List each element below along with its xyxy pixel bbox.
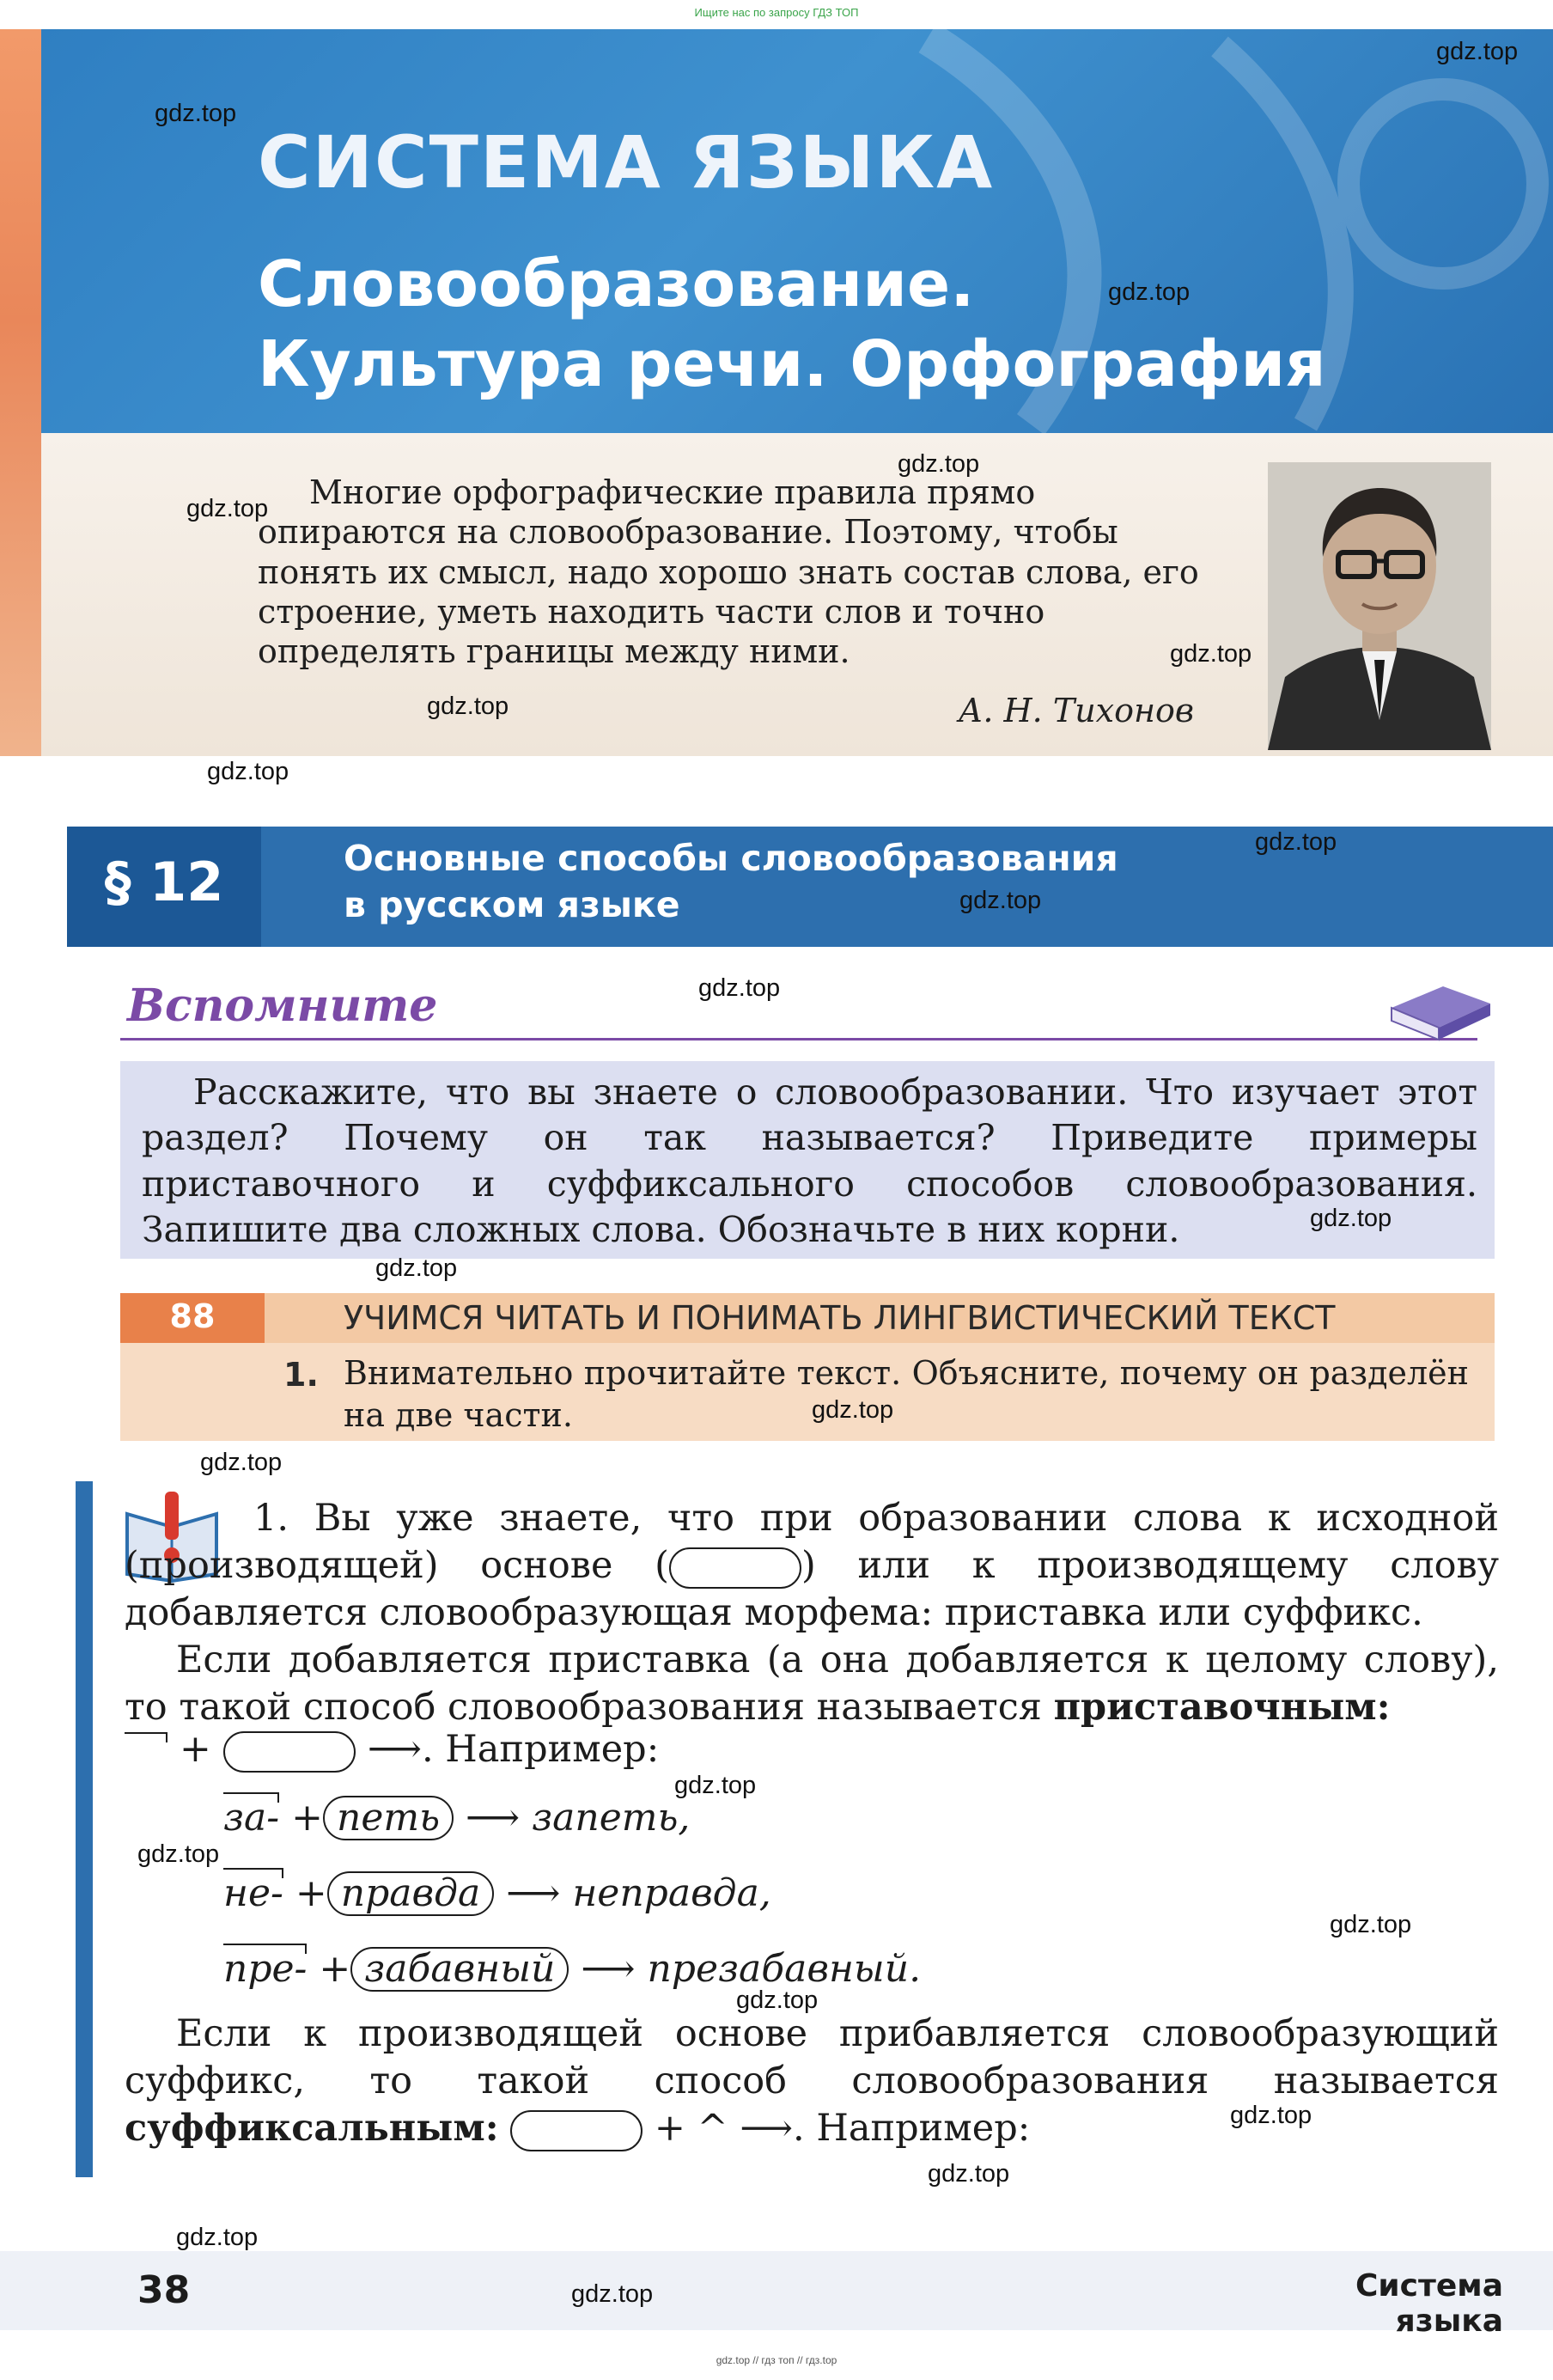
- remember-label: Вспомните: [127, 979, 438, 1032]
- watermark: gdz.top: [375, 1254, 458, 1282]
- chapter-title-line1: Словообразование.: [258, 247, 975, 321]
- example-line: не- + правда ⟶ неправда,: [223, 1871, 771, 1915]
- watermark: gdz.top: [176, 2224, 259, 2251]
- watermark: gdz.top: [571, 2280, 654, 2308]
- paragraph-title-line2: в русском языке: [344, 884, 680, 926]
- watermark: gdz.top: [1230, 2102, 1312, 2129]
- example-line: пре- + забавный ⟶ презабавный.: [223, 1947, 922, 1991]
- suffix-symbol: ^: [697, 2107, 728, 2151]
- epigraph-author: А. Н. Тихонов: [958, 692, 1194, 729]
- watermark: gdz.top: [1255, 828, 1337, 856]
- rule-side-bar: [76, 1481, 93, 2177]
- watermark: gdz.top: [1108, 278, 1191, 306]
- example-line: за- + петь ⟶ запеть,: [223, 1796, 691, 1840]
- watermark: gdz.top: [1310, 1205, 1392, 1232]
- base-oval-symbol: [669, 1547, 801, 1589]
- page-number: 38: [137, 2268, 191, 2312]
- watermark: gdz.top: [812, 1396, 894, 1424]
- rule-p3-term: суффиксальным:: [125, 2107, 499, 2151]
- example-base: забавный: [350, 1947, 569, 1992]
- rule-p2-term: приставочным:: [1053, 1686, 1391, 1730]
- chapter-title-line2: Культура речи. Орфография: [258, 326, 1326, 401]
- watermark: gdz.top: [1330, 1911, 1412, 1938]
- rule-paragraph-3: [125, 2011, 1499, 2152]
- example-result: неправда,: [572, 1871, 771, 1915]
- watermark: gdz.top: [186, 495, 269, 522]
- example-prefix: не-: [223, 1871, 283, 1915]
- watermark: gdz.top: [674, 1772, 757, 1799]
- chapter-title: [258, 245, 1512, 404]
- rule-p2-start: Если добавляется приставка (а она добавляется к целому слову), то такой способ словообразования называется: [125, 1639, 1499, 1730]
- exercise-number: 88: [169, 1297, 216, 1335]
- watermark: gdz.top: [155, 100, 237, 127]
- example-prefix: пре-: [223, 1947, 308, 1991]
- paragraph-number: § 12: [104, 851, 224, 913]
- remember-text: Расскажите, что вы знаете о словообразовании. Что изучает этот раздел? Почему он так называется? Приведите примеры приставочного и суффиксального способов словообразования. Запишите два сложных слова. Обозначьте в них корни.: [142, 1071, 1477, 1250]
- watermark: gdz.top: [137, 1840, 220, 1868]
- exercise-heading: УЧИМСЯ ЧИТАТЬ И ПОНИМАТЬ ЛИНГВИСТИЧЕСКИЙ ТЕКСТ: [344, 1299, 1336, 1337]
- word-oval-symbol: [223, 1731, 356, 1773]
- watermark: gdz.top: [207, 758, 289, 785]
- exercise-task-number: 1.: [283, 1356, 319, 1394]
- bottom-note: gdz.top // гдз топ // гдз.top: [716, 2354, 837, 2366]
- watermark: gdz.top: [898, 450, 980, 478]
- arrow-symbol: ⟶: [740, 2107, 793, 2151]
- paragraph-title-line1: Основные способы словообразования: [344, 838, 1118, 879]
- prefix-formula: [125, 1727, 659, 1773]
- base-oval-symbol: [510, 2110, 643, 2151]
- paragraph-title: [344, 835, 1288, 928]
- rule-p3-start: Если к производящей основе прибавляется словообразующий суффикс, то такой способ словообразования называется: [125, 2012, 1499, 2103]
- footer-title: Система языка: [1355, 2268, 1503, 2339]
- epigraph-text: Многие орфографические правила прямо опираются на словообразование. Поэтому, чтобы понять их смысл, надо хорошо знать состав слова, его строение, уметь находить части слов и точно определять границы между ними.: [258, 473, 1199, 671]
- watermark: gdz.top: [1436, 38, 1519, 65]
- watermark: gdz.top: [698, 974, 781, 1002]
- arrow-symbol: ⟶: [367, 1727, 422, 1771]
- watermark: gdz.top: [427, 693, 509, 720]
- top-note: Ищите нас по запросу ГДЗ ТОП: [694, 6, 859, 19]
- prefix-symbol: [125, 1736, 167, 1761]
- example-prefix: за-: [223, 1796, 280, 1840]
- example-result: презабавный.: [647, 1947, 922, 1991]
- example-base: правда: [327, 1871, 494, 1916]
- plus-sign: +: [654, 2107, 685, 2151]
- remember-underline: [120, 1038, 1477, 1040]
- example-result: запеть,: [532, 1796, 691, 1840]
- watermark: gdz.top: [1170, 640, 1252, 668]
- exercise-task-text: Внимательно прочитайте текст. Объясните, почему он разделён на две части.: [344, 1354, 1469, 1435]
- author-portrait: [1268, 462, 1491, 750]
- watermark: gdz.top: [200, 1449, 283, 1476]
- formula2-tail: . Например:: [792, 2107, 1031, 2151]
- watermark: gdz.top: [928, 2160, 1010, 2188]
- example-base: петь: [323, 1796, 454, 1840]
- rule-p1-end: ) или к производящему слову добавляется словообразующая морфема: приставка или суффикс.: [125, 1544, 1499, 1635]
- rule-p1-start: 1. Вы уже знаете, что при образовании слова к исходной (производящей) основе (: [125, 1497, 1499, 1588]
- rule-paragraph-2: [125, 1637, 1499, 1731]
- formula1-tail: . Например:: [421, 1728, 660, 1771]
- watermark: gdz.top: [959, 887, 1042, 914]
- book-icon: [1383, 961, 1495, 1047]
- watermark: gdz.top: [736, 1986, 819, 2014]
- section-title: СИСТЕМА ЯЗЫКА: [258, 120, 995, 204]
- plus-sign: +: [180, 1727, 211, 1771]
- rule-paragraph-1: [125, 1495, 1499, 1637]
